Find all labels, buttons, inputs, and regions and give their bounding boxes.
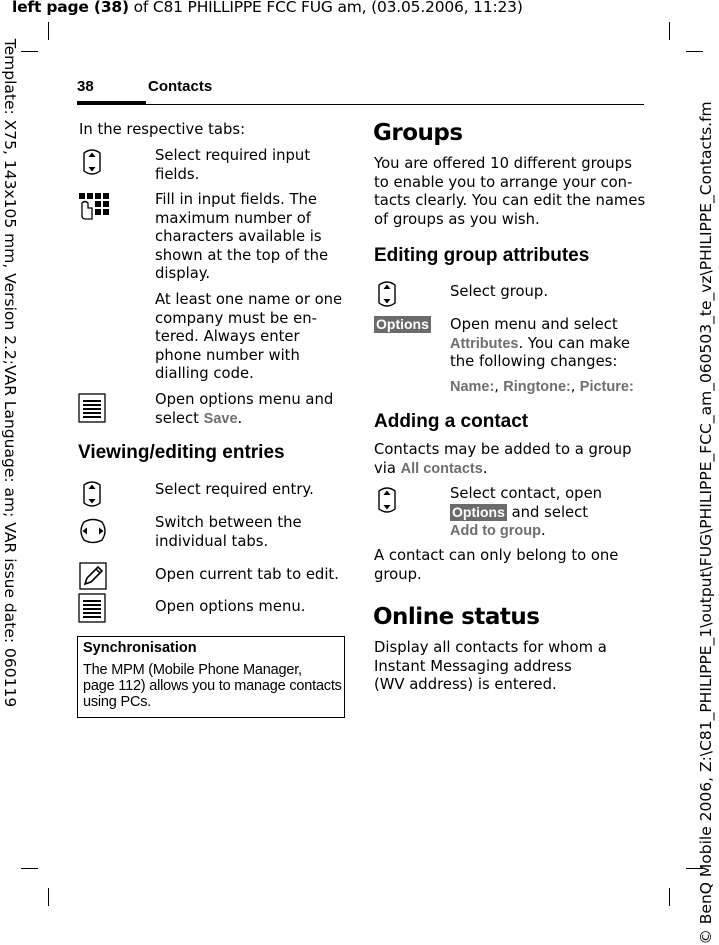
instruction-text xyxy=(155,391,333,428)
section-title: Groups xyxy=(373,120,463,146)
options-softkey[interactable]: Options xyxy=(452,503,505,520)
text-line: Open options menu and xyxy=(155,391,334,408)
text-line: tered. Always enter xyxy=(155,328,300,345)
text-line: to enable you to arrange your con- xyxy=(374,173,633,191)
crop-mark xyxy=(48,22,49,40)
paragraph xyxy=(374,441,631,478)
text-line: The MPM (Mobile Phone Manager, xyxy=(83,662,302,678)
text-line xyxy=(374,460,631,479)
section-heading: Editing group attributes xyxy=(374,245,590,266)
text-line: Select required input xyxy=(155,147,311,164)
text-line: Open menu and select xyxy=(450,316,618,333)
intro-text: In the respective tabs: xyxy=(79,121,246,138)
instruction-text: Select required entry. xyxy=(155,481,314,498)
text-line: of groups as you wish. xyxy=(374,210,540,228)
navigation-up-down-icon xyxy=(79,147,105,177)
copyright-info xyxy=(694,101,718,945)
text-line: the following changes: xyxy=(450,353,618,370)
menu-keyword: Add to group xyxy=(450,523,542,539)
print-header-page: left page (38) xyxy=(12,0,129,16)
options-softkey[interactable]: Options xyxy=(376,316,429,332)
text-span: and select xyxy=(506,503,589,521)
instruction-text xyxy=(155,191,328,284)
note-body xyxy=(83,662,342,710)
crop-mark xyxy=(21,51,38,52)
navigation-left-right-icon xyxy=(77,518,109,544)
text-line xyxy=(450,504,602,523)
text-line xyxy=(450,335,630,354)
navigation-up-down-icon xyxy=(79,479,105,509)
crop-mark xyxy=(686,51,703,52)
crop-mark xyxy=(48,888,49,906)
paragraph xyxy=(374,639,607,695)
text-line: tacts clearly. You can edit the names xyxy=(374,192,646,209)
text-line: fields. xyxy=(155,165,200,183)
instruction-text xyxy=(155,291,342,384)
separator: , xyxy=(494,379,504,395)
crop-mark xyxy=(669,22,670,40)
note-box xyxy=(77,636,345,718)
text-line: Select contact, open xyxy=(450,485,603,502)
text-line: page 112) allows you to manage contacts xyxy=(83,678,342,694)
text-line: Fill in input fields. The xyxy=(155,191,317,208)
text-span: select xyxy=(155,409,204,427)
text-line: At least one name or one xyxy=(155,291,343,308)
text-line: maximum number of xyxy=(155,209,311,227)
template-info-text: Template: X75, 143x105 mm, Version 2.2;VAR Language: am; VAR issue date: 060119 xyxy=(1,38,19,708)
chapter-title: Contacts xyxy=(148,78,213,95)
attribute-list xyxy=(450,379,634,395)
keypad-icon xyxy=(78,192,110,220)
text-line xyxy=(450,522,602,541)
text-line: Switch between the xyxy=(155,514,302,531)
instruction-text xyxy=(450,485,602,541)
print-header xyxy=(12,0,523,16)
text-span: via xyxy=(374,459,401,477)
crop-mark xyxy=(21,868,38,869)
text-line xyxy=(155,410,333,429)
instruction-text: Open options menu. xyxy=(155,598,306,615)
menu-list-icon xyxy=(78,393,106,423)
navigation-up-down-icon xyxy=(374,279,400,309)
menu-keyword: Picture: xyxy=(579,379,634,395)
text-span: . xyxy=(541,522,546,539)
text-line: Instant Messaging address xyxy=(374,657,572,675)
text-line: A contact can only belong to one xyxy=(374,547,619,564)
text-line: You are offered 10 different groups xyxy=(374,155,632,172)
menu-list-icon xyxy=(78,593,106,623)
text-span: . xyxy=(237,409,243,427)
text-line: group. xyxy=(374,565,422,583)
text-line: phone number with xyxy=(155,346,300,364)
text-line: shown at the top of the xyxy=(155,246,329,264)
menu-keyword: Ringtone: xyxy=(503,379,571,395)
text-line: display. xyxy=(155,265,211,282)
section-title: Online status xyxy=(373,604,540,630)
text-line: characters available is xyxy=(155,228,322,245)
section-heading: Adding a contact xyxy=(374,411,529,432)
menu-keyword: Attributes xyxy=(450,335,519,352)
text-line: Display all contacts for whom a xyxy=(374,639,607,656)
separator: , xyxy=(570,379,580,395)
text-line: dialling code. xyxy=(155,365,254,382)
menu-keyword: All contacts xyxy=(400,460,483,477)
note-title: Synchronisation xyxy=(83,640,197,656)
header-rule xyxy=(77,104,644,105)
instruction-text: Select group. xyxy=(450,283,549,300)
text-line: company must be en- xyxy=(155,309,317,327)
text-line: (WV address) is entered. xyxy=(374,676,557,693)
copyright-info-text: © BenQ Mobile 2006, Z:\C81_PHILIPPE_1\output\FUG\PHILIPPE_FCC_am_060503_te_vz\PHILIPPE_Contacts.fm xyxy=(697,101,715,945)
menu-keyword: Name: xyxy=(450,379,495,395)
text-span: . xyxy=(482,459,488,477)
instruction-text xyxy=(155,147,310,184)
instruction-text xyxy=(155,514,302,551)
section-heading: Viewing/editing entries xyxy=(78,442,285,463)
instruction-text xyxy=(450,316,630,372)
text-line: using PCs. xyxy=(83,694,152,710)
instruction-text: Open current tab to edit. xyxy=(155,566,339,583)
navigation-up-down-icon xyxy=(374,485,400,515)
text-span: . You can make xyxy=(518,334,631,352)
paragraph xyxy=(374,155,645,229)
edit-pencil-icon xyxy=(79,562,107,590)
paragraph xyxy=(374,547,618,584)
text-line: Contacts may be added to a group xyxy=(374,441,632,458)
menu-keyword: Save xyxy=(203,410,238,427)
text-line: individual tabs. xyxy=(155,532,269,550)
template-info xyxy=(0,28,22,718)
print-header-info: of C81 PHILLIPPE FCC FUG am, (03.05.2006, 11:23) xyxy=(128,0,523,16)
crop-mark xyxy=(669,888,670,906)
page-number: 38 xyxy=(77,78,94,95)
